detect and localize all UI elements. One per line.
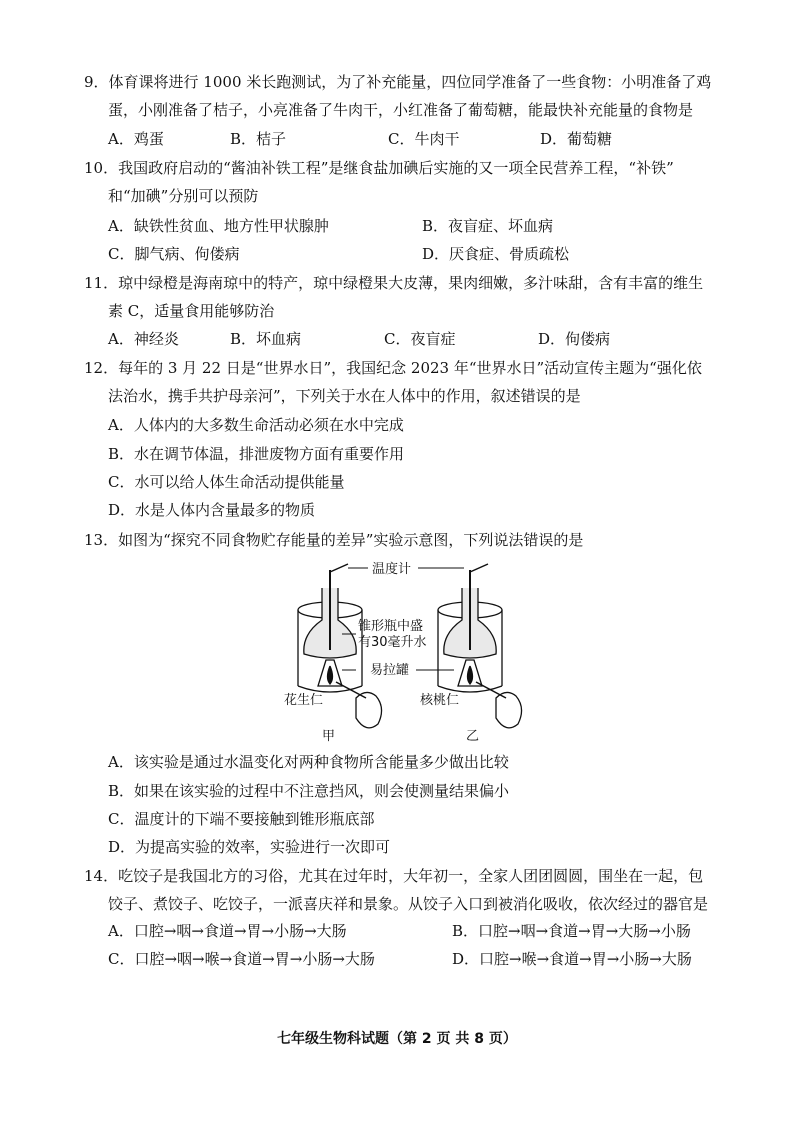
option-11b[interactable]: B．坏血病 (230, 330, 302, 348)
question-10 (84, 154, 734, 210)
question-9-stem-line2: 蛋，小刚准备了桔子，小亮准备了牛肉干，小红准备了葡萄糖，能最快补充能量的食物是 (108, 101, 694, 119)
question-12 (84, 354, 734, 410)
flask-label-line2: 有30毫升水 (358, 635, 427, 650)
experiment-figure (270, 558, 550, 744)
option-10b[interactable]: B．夜盲症、坏血病 (422, 217, 554, 235)
option-13c[interactable]: C．温度计的下端不要接触到锥形瓶底部 (108, 810, 375, 828)
question-11-options (108, 325, 728, 353)
option-13b[interactable]: B．如果在该实验的过程中不注意挡风，则会使测量结果偏小 (108, 782, 510, 800)
option-14a[interactable]: A．口腔→咽→食道→胃→小肠→大肠 (108, 922, 347, 940)
option-10d[interactable]: D．厌食症、骨质疏松 (422, 245, 570, 263)
question-9-stem-line1: 9．体育课将进行 1000 米长跑测试，为了补充能量，四位同学准备了一些食物：小明准备了鸡 (84, 73, 712, 91)
question-14 (84, 862, 734, 918)
option-11c[interactable]: C．夜盲症 (384, 330, 456, 348)
option-10c[interactable]: C．脚气病、佝偻病 (108, 245, 240, 263)
left-food-label: 花生仁 (284, 693, 324, 708)
question-13 (84, 526, 734, 554)
left-apparatus-label: 甲 (322, 729, 336, 744)
option-9a[interactable]: A．鸡蛋 (108, 130, 164, 148)
option-13d[interactable]: D．为提高实验的效率，实验进行一次即可 (108, 838, 391, 856)
question-10-stem-line2: 和“加碘”分别可以预防 (108, 187, 259, 205)
right-food-label: 核桃仁 (420, 693, 460, 708)
option-11a[interactable]: A．神经炎 (108, 330, 179, 348)
flask-label-line1: 锥形瓶中盛 (358, 619, 424, 634)
question-12-stem-line1: 12．每年的 3 月 22 日是“世界水日”，我国纪念 2023 年“世界水日”活动宣传主题为“强化依 (84, 359, 702, 377)
can-label: 易拉罐 (370, 663, 410, 678)
page-footer: 七年级生物科试题（第 2 页 共 8 页） (277, 1031, 517, 1047)
question-12-stem-line2: 法治水，携手共护母亲河”，下列关于水在人体中的作用，叙述错误的是 (108, 387, 581, 405)
option-9c[interactable]: C．牛肉干 (388, 130, 460, 148)
option-14c[interactable]: C．口腔→咽→喉→食道→胃→小肠→大肠 (108, 950, 375, 968)
option-9d[interactable]: D．葡萄糖 (540, 130, 613, 148)
option-12d[interactable]: D．水是人体内含量最多的物质 (108, 501, 316, 519)
option-12a[interactable]: A．人体内的大多数生命活动必须在水中完成 (108, 416, 404, 434)
option-12b[interactable]: B．水在调节体温，排泄废物方面有重要作用 (108, 445, 405, 463)
right-apparatus-label: 乙 (466, 729, 480, 744)
question-9 (84, 68, 734, 124)
question-13-stem-line1: 13．如图为“探究不同食物贮存能量的差异”实验示意图，下列说法错误的是 (84, 531, 584, 549)
question-11-stem-line2: 素 C，适量食用能够防治 (108, 302, 275, 320)
question-14-stem-line2: 饺子、煮饺子、吃饺子，一派喜庆祥和景象。从饺子入口到被消化吸收，依次经过的器官是 (108, 895, 709, 913)
question-14-stem-line1: 14．吃饺子是我国北方的习俗，尤其在过年时，大年初一，全家人团团圆圆，围坐在一起，包 (84, 867, 704, 885)
question-10-stem-line1: 10．我国政府启动的“酱油补铁工程”是继食盐加碘后实施的又一项全民营养工程，“补铁” (84, 159, 674, 177)
question-11-stem-line1: 11．琼中绿橙是海南琼中的特产，琼中绿橙果大皮薄，果肉细嫩，多汁味甜，含有丰富的维生 (84, 274, 704, 292)
question-9-options (108, 125, 728, 153)
option-9b[interactable]: B．桔子 (230, 130, 287, 148)
thermometer-label: 温度计 (372, 562, 412, 577)
option-14b[interactable]: B．口腔→咽→食道→胃→大肠→小肠 (452, 922, 691, 940)
question-11 (84, 269, 734, 325)
option-11d[interactable]: D．佝偻病 (538, 330, 611, 348)
option-14d[interactable]: D．口腔→喉→食道→胃→小肠→大肠 (452, 950, 692, 968)
option-13a[interactable]: A．该实验是通过水温变化对两种食物所含能量多少做出比较 (108, 753, 509, 771)
option-12c[interactable]: C．水可以给人体生命活动提供能量 (108, 473, 345, 491)
option-10a[interactable]: A．缺铁性贫血、地方性甲状腺肿 (108, 217, 329, 235)
